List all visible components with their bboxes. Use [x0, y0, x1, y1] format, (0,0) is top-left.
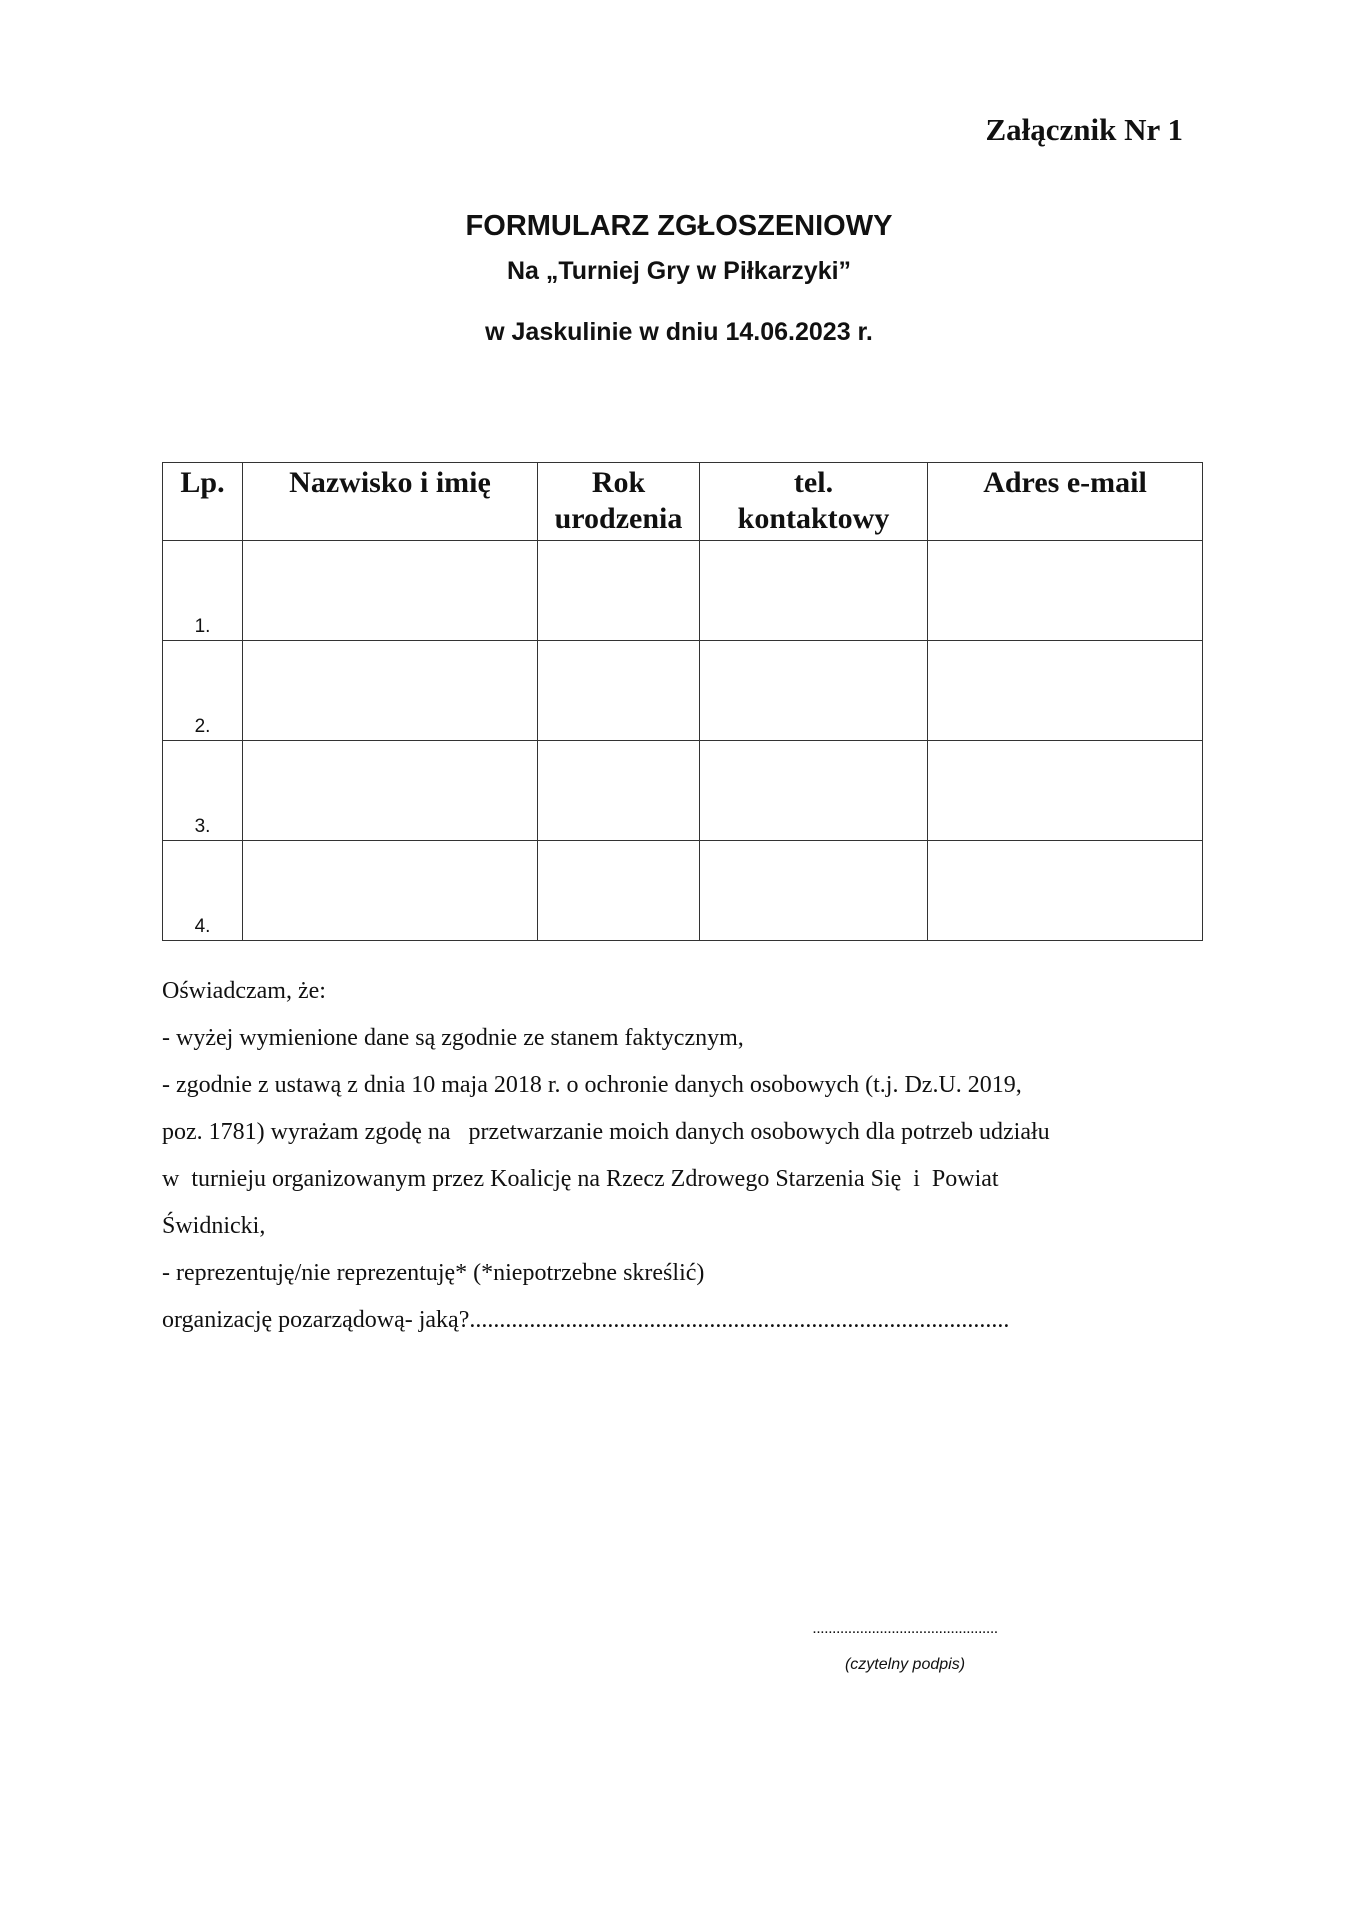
header-birth-year: Rok urodzenia: [538, 463, 700, 541]
declaration-intro: Oświadczam, że:: [162, 978, 326, 1004]
email-cell[interactable]: [928, 541, 1203, 641]
phone-cell[interactable]: [700, 741, 928, 841]
birth-year-cell[interactable]: [538, 641, 700, 741]
signature-line[interactable]: ...............................................: [812, 1620, 998, 1637]
signature-label: (czytelny podpis): [844, 1656, 966, 1673]
email-cell[interactable]: [928, 841, 1203, 941]
declaration-line: poz. 1781) wyrażam zgodę na przetwarzanie moich danych osobowych dla potrzeb udziału: [162, 1119, 1050, 1145]
row-number: 2.: [163, 641, 243, 741]
table-header-row: [163, 463, 1203, 541]
declaration-line: - zgodnie z ustawą z dnia 10 maja 2018 r. o ochronie danych osobowych (t.j. Dz.U. 2019,: [162, 1072, 1022, 1098]
header-lp: Lp.: [163, 463, 243, 541]
declaration-line: Świdnicki,: [162, 1213, 266, 1239]
declaration-line: - reprezentuję/nie reprezentuję* (*niepotrzebne skreślić): [162, 1260, 705, 1286]
registration-table: [162, 462, 1203, 941]
row-number: 1.: [163, 541, 243, 641]
organization-question[interactable]: organizację pozarządową- jaką?..........................................................................................: [162, 1307, 1010, 1333]
table-row: [163, 841, 1203, 941]
table-row: [163, 741, 1203, 841]
form-subtitle: Na „Turniej Gry w Piłkarzyki”: [506, 257, 852, 285]
signature-block: [775, 1620, 1035, 1674]
header-name: Nazwisko i imię: [243, 463, 538, 541]
table-row: [163, 641, 1203, 741]
form-title: FORMULARZ ZGŁOSZENIOWY: [465, 210, 893, 242]
birth-year-cell[interactable]: [538, 741, 700, 841]
phone-cell[interactable]: [700, 841, 928, 941]
form-title-block: [0, 210, 1358, 347]
header-phone: tel. kontaktowy: [700, 463, 928, 541]
name-cell[interactable]: [243, 541, 538, 641]
name-cell[interactable]: [243, 641, 538, 741]
birth-year-cell[interactable]: [538, 841, 700, 941]
header-email: Adres e-mail: [928, 463, 1203, 541]
table-row: [163, 541, 1203, 641]
row-number: 3.: [163, 741, 243, 841]
form-date: w Jaskulinie w dniu 14.06.2023 r.: [485, 318, 873, 346]
declaration-line: - wyżej wymienione dane są zgodnie ze stanem faktycznym,: [162, 1025, 744, 1051]
name-cell[interactable]: [243, 841, 538, 941]
email-cell[interactable]: [928, 741, 1203, 841]
phone-cell[interactable]: [700, 641, 928, 741]
email-cell[interactable]: [928, 641, 1203, 741]
row-number: 4.: [163, 841, 243, 941]
declaration-line: w turnieju organizowanym przez Koalicję na Rzecz Zdrowego Starzenia Się i Powiat: [162, 1166, 999, 1192]
declaration: [162, 968, 1202, 1344]
attachment-label: Załącznik Nr 1: [985, 112, 1183, 147]
birth-year-cell[interactable]: [538, 541, 700, 641]
name-cell[interactable]: [243, 741, 538, 841]
phone-cell[interactable]: [700, 541, 928, 641]
